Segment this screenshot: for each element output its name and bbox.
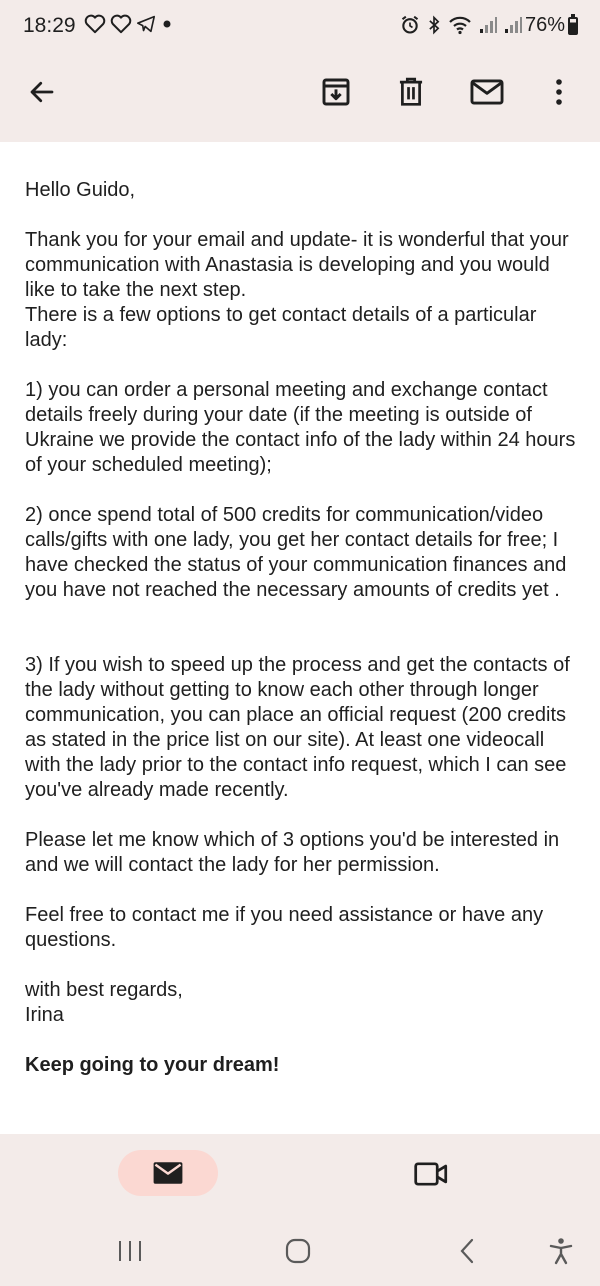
email-greeting: Hello Guido, <box>25 179 136 201</box>
signal-icon <box>504 16 522 34</box>
arrow-left-icon <box>27 77 57 107</box>
telegram-icon <box>136 15 156 33</box>
email-option-1: 1) you can order a personal meeting and exchange contact details freely during your date (if the meeting is outside of Ukraine we provide the contact info of the lady within 24 hours of your scheduled meeting); <box>25 379 576 476</box>
more-vert-icon <box>554 78 564 106</box>
mail-icon <box>152 1161 184 1185</box>
email-paragraph: Thank you for your email and update- it is wonderful that your communication with Anastasia is developing and you would like to take the next step. There is a few options to get contact details of a particular lady: <box>25 229 569 351</box>
back-button[interactable] <box>20 70 64 114</box>
archive-icon <box>320 76 352 108</box>
mail-icon <box>470 78 504 106</box>
email-paragraph: Please let me know which of 3 options you'd be interested in and we will contact the lady for her permission. <box>25 829 560 876</box>
email-toolbar <box>0 52 600 142</box>
accessibility-icon <box>548 1237 574 1265</box>
home-button[interactable] <box>278 1234 318 1268</box>
alarm-icon <box>400 15 420 35</box>
notification-dot-icon <box>160 17 174 31</box>
heart-outline-icon <box>110 14 132 34</box>
bluetooth-icon <box>427 15 441 35</box>
trash-icon <box>396 76 426 108</box>
status-notification-icons <box>84 14 174 34</box>
email-signoff: with best regards, Irina <box>25 979 183 1026</box>
battery-percent: 76% <box>524 14 565 36</box>
status-time: 18:29 <box>23 14 76 37</box>
email-body <box>25 178 581 1078</box>
status-bar <box>0 0 600 52</box>
system-back-button[interactable] <box>447 1234 487 1268</box>
accessibility-button[interactable] <box>541 1234 581 1268</box>
email-option-2: 2) once spend total of 500 credits for communication/video calls/gifts with one lady, you get her contact details for free; I have checked the status of your communication finances and you have not reached the necessary amounts of credits yet . <box>25 504 567 601</box>
email-tagline: Keep going to your dream! <box>25 1054 280 1076</box>
home-icon <box>285 1238 311 1264</box>
nav-meet-tab[interactable] <box>409 1154 453 1194</box>
bottom-navigation <box>0 1134 600 1214</box>
nav-mail-tab[interactable] <box>118 1150 218 1196</box>
email-paragraph: Feel free to contact me if you need assistance or have any questions. <box>25 904 544 951</box>
signal-icon <box>479 16 497 34</box>
delete-button[interactable] <box>389 70 433 114</box>
status-system-icons <box>400 15 522 35</box>
top-app-area <box>0 0 600 142</box>
mark-unread-button[interactable] <box>465 70 509 114</box>
more-options-button[interactable] <box>537 70 581 114</box>
battery-indicator <box>525 14 578 37</box>
wifi-icon <box>448 15 472 35</box>
recent-apps-button[interactable] <box>110 1234 150 1268</box>
chevron-left-icon <box>458 1237 476 1265</box>
video-icon <box>414 1161 448 1187</box>
recent-apps-icon <box>117 1239 143 1263</box>
email-option-3: 3) If you wish to speed up the process and get the contacts of the lady without getting to know each other through longer communication, you can place an official request (200 credits as stated in the price list on our site). At least one videocall with the lady prior to the contact info request, which I can see you've already made recently. <box>25 654 570 801</box>
heart-outline-icon <box>84 14 106 34</box>
system-navigation-bar <box>0 1214 600 1286</box>
archive-button[interactable] <box>314 70 358 114</box>
battery-icon <box>568 17 578 35</box>
